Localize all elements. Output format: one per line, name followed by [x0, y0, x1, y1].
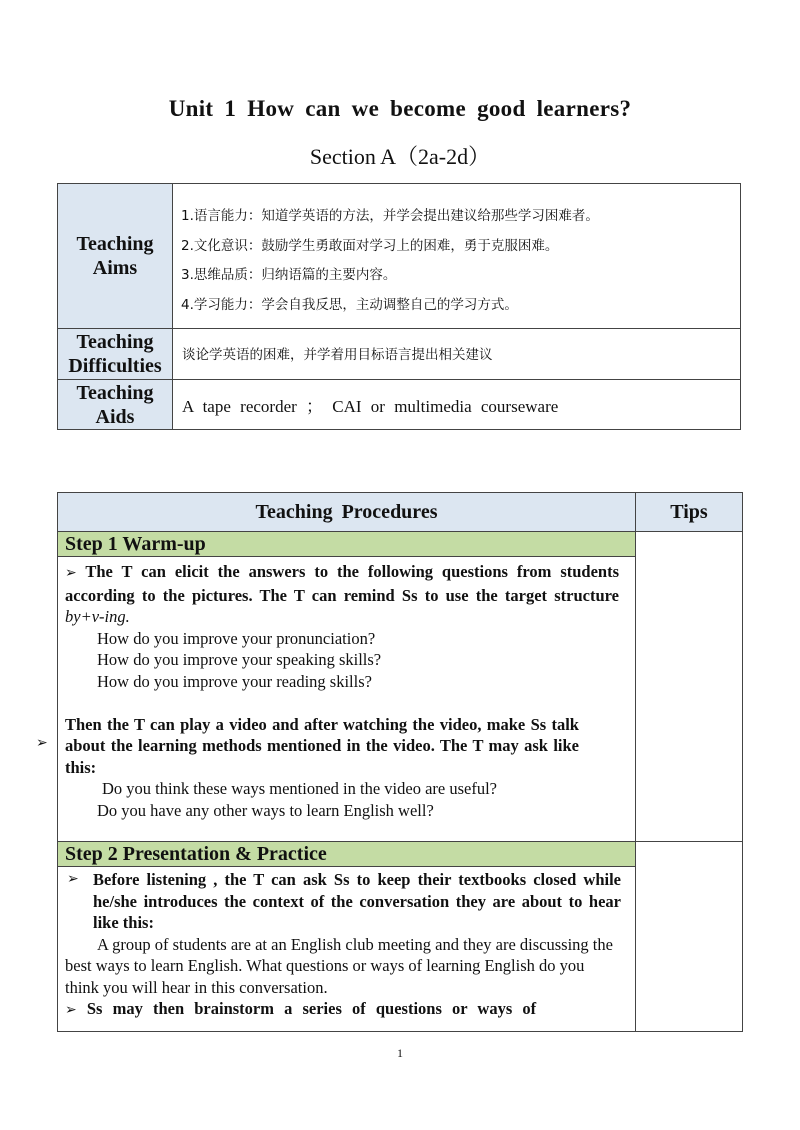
- step2-tips-cell: [636, 842, 743, 1032]
- bullet-arrow-icon: ➢: [36, 735, 48, 751]
- step1-question: How do you improve your reading skills?: [97, 671, 372, 691]
- step1-paragraph-2: Then the T can play a video and after watching the video, make Ss talk about the learning methods mentioned in the video. The T may ask like this:: [65, 714, 579, 777]
- bullet-arrow-icon: ➢: [65, 565, 77, 581]
- aims-row: [58, 184, 741, 329]
- step1-question: How do you improve your pronunciation?: [97, 628, 376, 648]
- step1-content: [36, 557, 636, 842]
- step1-paragraph-1: [65, 561, 619, 628]
- aim-item: 2.文化意识：鼓励学生勇敢面对学习上的困难，勇于克服困难。: [181, 237, 559, 254]
- aids-cell: A tape recorder ； CAI or multimedia courseware: [173, 380, 741, 430]
- procedures-header-row: [58, 493, 743, 532]
- step1-question: How do you improve your speaking skills?: [97, 650, 382, 669]
- step2-p2-text: Ss may then brainstorm a series of questions or ways of: [86, 999, 537, 1018]
- step1-structure: by+v-ing.: [65, 607, 130, 626]
- step1-tips-cell: [636, 532, 743, 842]
- aims-label-cell: [58, 184, 173, 329]
- bullet-arrow-icon: ➢: [65, 1002, 77, 1018]
- difficulties-cell: 谈论学英语的困难，并学着用目标语言提出相关建议: [173, 329, 741, 380]
- document-subtitle: Section A（2a-2d）: [309, 144, 491, 169]
- difficulties-label-line2: Difficulties: [68, 355, 162, 377]
- aids-label-cell: [58, 380, 173, 430]
- aim-item: 3.思维品质：归纳语篇的主要内容。: [181, 267, 397, 283]
- aids-label-line2: Aids: [95, 405, 135, 428]
- procedures-header: Teaching Procedures: [58, 493, 636, 532]
- aims-label-line1: Teaching: [76, 233, 154, 255]
- bullet-arrow-icon: ➢: [67, 871, 79, 887]
- page-number: 1: [397, 1046, 403, 1060]
- aim-item: 1.语言能力：知道学英语的方法，并学会提出建议给那些学习困难者。: [181, 208, 599, 224]
- procedures-table: [36, 492, 743, 1032]
- tips-header: Tips: [636, 493, 743, 532]
- teaching-info-table: [57, 183, 741, 430]
- aims-cell: [173, 184, 741, 329]
- step2-paragraph-1: [65, 869, 621, 934]
- step2-context: A group of students are at an English club meeting and they are discussing the best ways to learn English. What questions or ways of learning English do you think you will hear in this conversation.: [65, 934, 613, 997]
- step2-header-row: [58, 842, 743, 867]
- difficulties-label-cell: [58, 329, 173, 380]
- step2-p1-text: Before listening , the T can ask Ss to keep their textbooks closed while he/she introduces the context of the conversation they are about to hear like this:: [93, 870, 621, 932]
- document-title: Unit 1 How can we become good learners?: [168, 96, 632, 121]
- difficulties-label-line1: Teaching: [76, 331, 154, 353]
- step2-title: Step 2 Presentation & Practice: [58, 842, 636, 867]
- difficulties-row: [58, 329, 741, 380]
- step2-paragraph-2: [65, 998, 621, 1022]
- aim-item: 4.学习能力：学会自我反思，主动调整自己的学习方式。: [181, 296, 518, 313]
- step1-question: Do you think these ways mentioned in the video are useful?: [102, 779, 497, 798]
- step1-header-row: [58, 532, 743, 557]
- step1-title: Step 1 Warm-up: [58, 532, 636, 557]
- step2-content: [58, 867, 636, 1032]
- aids-label-line1: Teaching: [76, 381, 154, 404]
- aids-row: [58, 380, 741, 430]
- step1-p1-lead: The T can elicit the answers to the following questions from students according to the pictures. The T can remind Ss to use the target structure: [65, 562, 620, 605]
- step1-question: Do you have any other ways to learn English well?: [97, 800, 434, 820]
- aims-label-line2: Aims: [92, 257, 138, 279]
